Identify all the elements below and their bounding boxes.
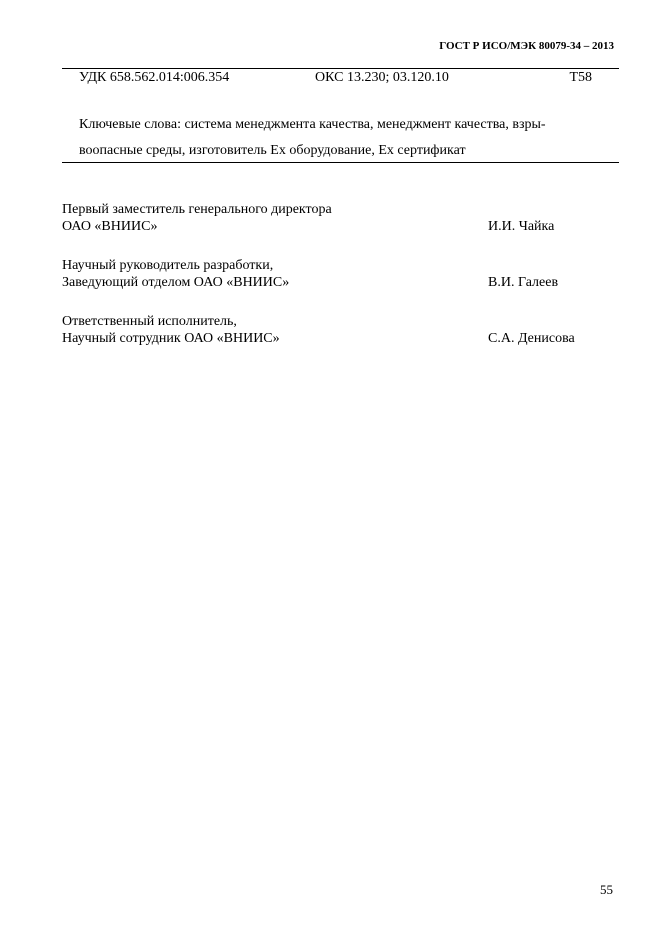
group-code: Т58 <box>569 70 592 85</box>
signature-scientific-lead <box>62 257 602 291</box>
signature-executor <box>62 313 602 347</box>
signature-first-deputy <box>62 201 602 235</box>
signature-position-line-1: Первый заместитель генерального директора <box>62 202 332 217</box>
signature-name: С.А. Денисова <box>488 331 575 346</box>
signature-name: В.И. Галеев <box>488 275 559 290</box>
signature-position-line-1: Научный руководитель разработки, <box>62 258 274 273</box>
classification-row <box>79 70 592 88</box>
signature-position-line-2: Заведующий отделом ОАО «ВНИИС» <box>62 275 290 290</box>
signature-position-line-2: ОАО «ВНИИС» <box>62 219 158 234</box>
keywords <box>79 112 605 164</box>
signature-position-line-2: Научный сотрудник ОАО «ВНИИС» <box>62 331 280 346</box>
keywords-line-2: воопасные среды, изготовитель Ex оборудование, Ex сертификат <box>79 143 466 158</box>
signature-position-line-1: Ответственный исполнитель, <box>62 314 237 329</box>
document-header: ГОСТ Р ИСО/МЭК 80079-34 – 2013 <box>439 40 614 52</box>
page-number: 55 <box>600 882 613 897</box>
classification-block <box>62 68 619 163</box>
keywords-line-1: Ключевые слова: система менеджмента качества, менеджмент качества, взры- <box>79 117 546 132</box>
signature-name: И.И. Чайка <box>488 219 555 234</box>
oks-code: ОКС 13.230; 03.120.10 <box>315 70 449 85</box>
udk-code: УДК 658.562.014:006.354 <box>79 70 230 85</box>
